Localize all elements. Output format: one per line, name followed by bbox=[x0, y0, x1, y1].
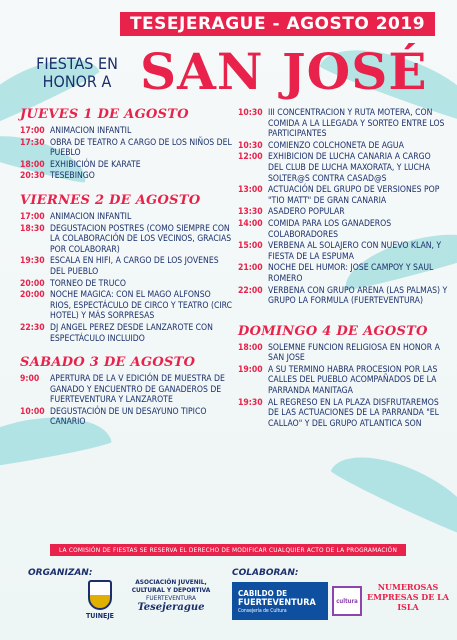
event-description: III CONCENTRACION Y RUTA MOTERA, CON COMIDA A LA LLEGADA Y SORTEO ENTRE LOS PARTICIPANTES bbox=[268, 108, 445, 140]
event-time: 14:00 bbox=[238, 218, 263, 229]
event-description: TORNEO DE TRUCO bbox=[50, 278, 126, 289]
event-row bbox=[238, 286, 448, 307]
numerosas-empresas: NUMEROSAS EMPRESAS DE LA ISLA bbox=[367, 582, 449, 612]
event-row bbox=[20, 407, 232, 428]
event-row bbox=[238, 152, 448, 184]
page-title: SAN JOSÉ bbox=[140, 42, 428, 101]
event-row bbox=[20, 290, 232, 322]
cabildo-top: CABILDO DE bbox=[238, 588, 288, 598]
event-row bbox=[238, 398, 448, 430]
event-description: NOCHE MAGICA: CON EL MAGO ALFONSO RIOS, ESPECTÁCULO DE CIRCO Y TEATRO (CIRC HOTEL) Y MÁS SORPRESAS bbox=[50, 290, 233, 322]
day-heading-jueves: JUEVES 1 DE AGOSTO bbox=[20, 107, 189, 122]
event-time: 22:00 bbox=[238, 285, 263, 296]
event-row bbox=[20, 323, 232, 344]
event-time: 17:00 bbox=[20, 211, 45, 222]
event-time: 20:30 bbox=[20, 171, 45, 182]
event-description: AL REGRESO EN LA PLAZA DISFRUTAREMOS DE LAS ACTUACIONES DE LA PARRANDA "EL CALLAO" Y DEL GRUPO ATLANTICA SON bbox=[268, 397, 439, 429]
event-time: 18:00 bbox=[20, 159, 45, 170]
event-description: DEGUSTACIÓN DE UN DESAYUNO TIPICO CANARIO bbox=[50, 406, 207, 428]
event-description: NOCHE DEL HUMOR: JOSE CAMPOY Y SAUL ROMERO bbox=[268, 263, 434, 284]
event-row bbox=[238, 365, 448, 397]
event-description: ACTUACIÓN DEL GRUPO DE VERSIONES POP "TIO MATT" DE GRAN CANARIA bbox=[268, 185, 440, 206]
event-time: 19:00 bbox=[238, 364, 263, 375]
event-row bbox=[20, 374, 232, 406]
event-row bbox=[238, 263, 448, 284]
day-heading-viernes: VIERNES 2 DE AGOSTO bbox=[20, 192, 201, 208]
event-row bbox=[20, 224, 232, 256]
event-row bbox=[238, 219, 448, 240]
event-time: 10:30 bbox=[238, 140, 263, 151]
event-list-sabado-b bbox=[238, 108, 448, 307]
event-row bbox=[20, 126, 232, 137]
event-time: 17:00 bbox=[20, 126, 45, 136]
event-time: 9:00 bbox=[20, 374, 40, 385]
event-description: ANIMACION INFANTIL bbox=[50, 211, 132, 222]
event-list-jueves bbox=[20, 126, 232, 182]
asociacion-label: ASOCIACIÓN JUVENIL, CULTURAL Y DEPORTIVA bbox=[131, 577, 211, 594]
cultura-logo: cultura bbox=[332, 586, 362, 616]
event-row bbox=[20, 256, 232, 277]
palm-leaf-decoration bbox=[329, 438, 457, 542]
event-description: SOLEMNE FUNCION RELIGIOSA EN HONOR A SAN JOSE bbox=[268, 342, 440, 364]
colaboran-label: COLABORAN: bbox=[232, 568, 299, 578]
cabildo-name: FUERTEVENTURA bbox=[238, 597, 316, 608]
event-description: ESCALA EN HIFI, A CARGO DE LOS JOVENES DEL PUEBLO bbox=[50, 256, 219, 277]
event-description: APERTURA DE LA V EDICIÓN DE MUESTRA DE GANADO Y ENCUENTRO DE GANADEROS DE FUERTEVENTURA Y LANZAROTE bbox=[50, 374, 225, 406]
tuineje-label: TUINEJE bbox=[86, 612, 114, 620]
notice-banner: LA COMISIÓN DE FIESTAS SE RESERVA EL DERECHO DE MODIFICAR CUALQUIER ACTO DE LA PROGRAMACIÓN bbox=[50, 544, 406, 556]
event-description: VERBENA CON GRUPO ARENA (LAS PALMAS) Y GRUPO LA FORMULA (FUERTEVENTURA) bbox=[268, 285, 448, 307]
event-row bbox=[20, 279, 232, 290]
event-time: 18:30 bbox=[20, 223, 45, 234]
event-list-viernes bbox=[20, 212, 232, 344]
event-description: TESEBINGO bbox=[50, 171, 95, 182]
event-row bbox=[238, 185, 448, 206]
cabildo-sub: Consejería de Cultura bbox=[238, 607, 287, 614]
event-description: ANIMACION INFANTIL bbox=[50, 126, 132, 136]
organizan-label: ORGANIZAN: bbox=[28, 568, 93, 578]
event-description: COMIENZO COLCHONETA DE AGUA bbox=[268, 140, 404, 151]
event-description: A SU TERMINO HABRA PROCESION POR LAS CALLES DEL PUEBLO ACOMPAÑADOS DE LA PARRANDA MANITAGA bbox=[268, 364, 438, 397]
event-row bbox=[238, 141, 448, 152]
event-time: 12:00 bbox=[238, 152, 263, 163]
fiestas-line2: HONOR A bbox=[42, 72, 112, 91]
event-description: DEGUSTACION POSTRES (COMO SIEMPRE CON LA COLABORACIÓN DE LOS VECINOS, GRACIAS POR COLABORAR) bbox=[50, 223, 232, 255]
day-heading-sabado: SABADO 3 DE AGOSTO bbox=[20, 355, 196, 371]
event-row bbox=[238, 241, 448, 262]
event-time: 20:00 bbox=[20, 290, 45, 301]
event-row bbox=[20, 171, 232, 182]
event-row bbox=[238, 108, 448, 140]
top-banner: TESEJERAGUE - AGOSTO 2019 bbox=[120, 12, 435, 36]
event-time: 18:00 bbox=[238, 342, 263, 353]
event-row bbox=[20, 160, 232, 171]
shield-icon bbox=[88, 580, 112, 610]
event-time: 19:30 bbox=[238, 397, 263, 408]
event-description: COMIDA PARA LOS GANADEROS COLABORADORES bbox=[268, 218, 392, 240]
tuineje-logo bbox=[80, 574, 120, 626]
event-time: 10:00 bbox=[20, 406, 45, 417]
event-description: EXHIBICIÓN DE KARATE bbox=[50, 159, 141, 170]
event-time: 10:30 bbox=[238, 108, 263, 118]
event-row bbox=[238, 343, 448, 364]
asociacion-sub: FUERTEVENTURA bbox=[146, 593, 196, 602]
event-time: 20:00 bbox=[20, 278, 45, 289]
fiestas-heading bbox=[22, 55, 132, 91]
event-list-domingo bbox=[238, 343, 448, 430]
right-column bbox=[238, 108, 448, 430]
event-description: OBRA DE TEATRO A CARGO DE LOS NIÑOS DEL PUEBLO bbox=[50, 137, 232, 159]
event-description: VERBENA AL SOLAJERO CON NUEVO KLAN, Y FIESTA DE LA ESPUMA bbox=[268, 241, 442, 262]
event-row bbox=[20, 212, 232, 223]
asociacion-name: Tesejerague bbox=[137, 601, 205, 613]
event-row bbox=[238, 207, 448, 218]
event-time: 13:00 bbox=[238, 185, 263, 196]
left-column bbox=[20, 105, 232, 429]
event-row bbox=[20, 138, 232, 159]
event-time: 19:30 bbox=[20, 256, 45, 267]
cabildo-logo bbox=[232, 582, 328, 620]
day-heading-domingo: DOMINGO 4 DE AGOSTO bbox=[238, 323, 428, 339]
event-time: 22:30 bbox=[20, 322, 45, 333]
event-description: EXHIBICION DE LUCHA CANARIA A CARGO DEL CLUB DE LUCHA MAXORATA, Y LUCHA SOLTER@S CONTRA CASAD@S bbox=[268, 152, 431, 184]
event-list-sabado-a bbox=[20, 374, 232, 428]
event-time: 15:00 bbox=[238, 241, 263, 252]
event-description: ASADERO POPULAR bbox=[268, 207, 345, 218]
fiestas-line1: FIESTAS EN bbox=[36, 54, 118, 73]
event-description: DJ ANGEL PEREZ DESDE LANZAROTE CON ESPECTÁCULO INCLUIDO bbox=[50, 322, 213, 344]
event-time: 13:30 bbox=[238, 207, 263, 218]
event-time: 21:00 bbox=[238, 263, 263, 274]
asociacion-logo bbox=[125, 566, 217, 624]
event-time: 17:30 bbox=[20, 137, 45, 148]
